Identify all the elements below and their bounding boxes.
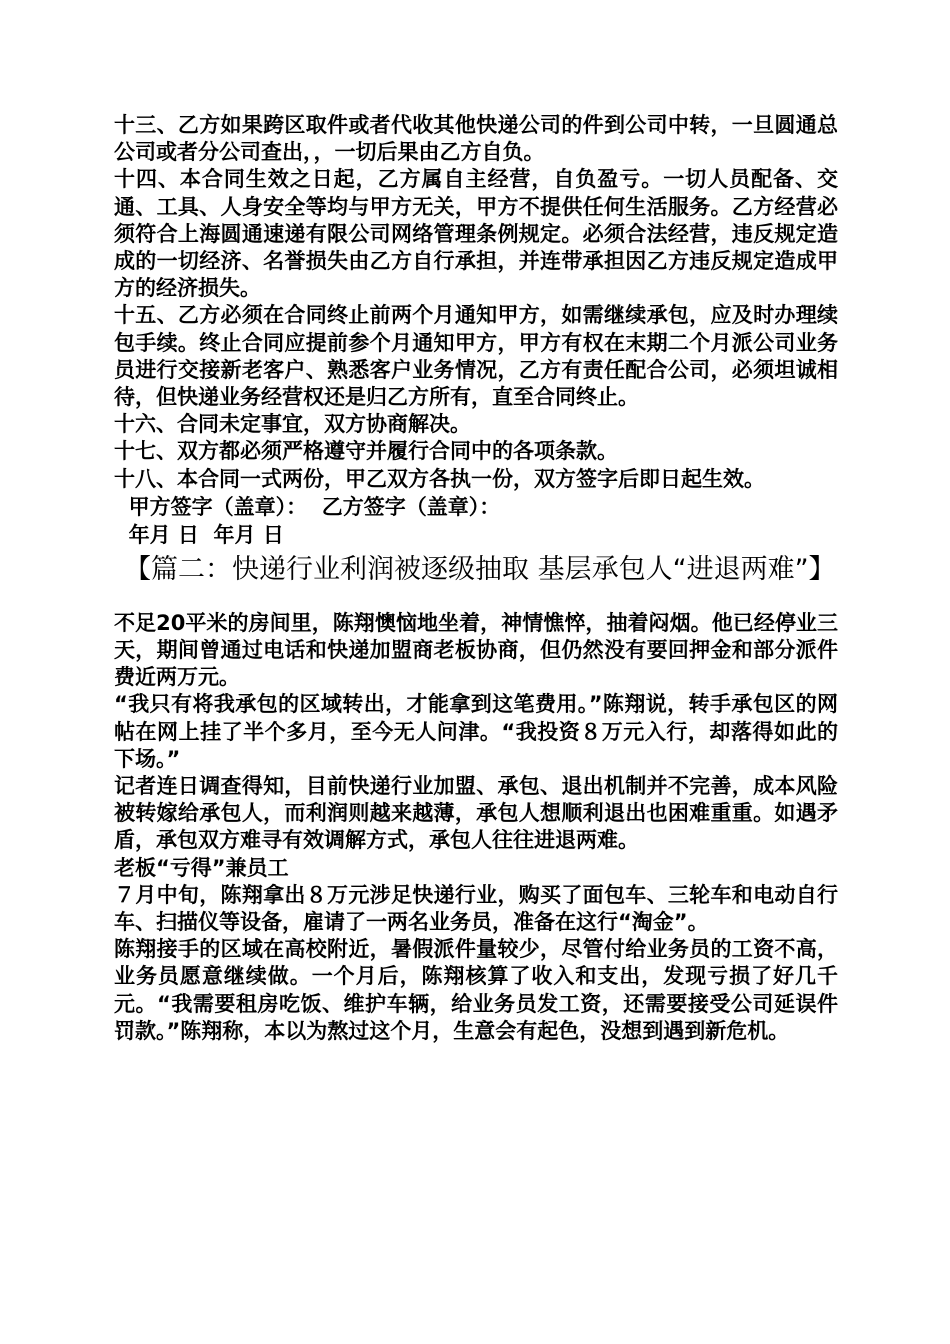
article-paragraph-4: ７月中旬，陈翔拿出８万元涉足快递行业，购买了面包车、三轮车和电动自行车、扫描仪等设备，雇请了一两名业务员，准备在这行“淘金”。 bbox=[114, 882, 838, 935]
clause-15: 十五、乙方必须在合同终止前两个月通知甲方，如需继续承包，应及时办理续包手续。终止合同应提前参个月通知甲方，甲方有权在末期二个月派公司业务员进行交接新老客户、熟悉客户业务情况，乙方有责任配合公司，必须坦诚相待，但快递业务经营权还是归乙方所有，直至合同终止。 bbox=[114, 303, 838, 410]
section-heading: 【篇二：快递行业利润被逐级抽取 基层承包人“进退两难”】 bbox=[124, 553, 836, 585]
clause-14: 十四、本合同生效之日起，乙方属自主经营，自负盈亏。一切人员配备、交通、工具、人身安全等均与甲方无关，甲方不提供任何生活服务。乙方经营必须符合上海圆通速递有限公司网络管理条例规定。必须合法经营，违反规定造成的一切经济、名誉损失由乙方自行承担，并连带承担因乙方违反规定造成甲方的经济损失。 bbox=[114, 167, 838, 301]
signature-line: 甲方签字（盖章）： 乙方签字（盖章）： bbox=[114, 494, 501, 519]
article-paragraph-1: 不足20平米的房间里，陈翔懊恼地坐着，神情憔悴，抽着闷烟。他已经停业三天，期间曾通过电话和快递加盟商老板协商，但仍然没有要回押金和部分派件费近两万元。 bbox=[114, 610, 838, 690]
article-paragraph-2: “我只有将我承包的区域转出，才能拿到这笔费用。”陈翔说，转手承包区的网帖在网上挂了半个多月，至今无人问津。“我投资８万元入行，却落得如此的下场。” bbox=[114, 692, 838, 771]
clause-13: 十三、乙方如果跨区取件或者代收其他快递公司的件到公司中转，一旦圆通总公司或者分公司查出，，一切后果由乙方自负。 bbox=[114, 113, 838, 165]
clause-17: 十七、双方都必须严格遵守并履行合同中的各项条款。 bbox=[114, 439, 618, 464]
clause-18: 十八、本合同一式两份，甲乙双方各执一份，双方签字后即日起生效。 bbox=[114, 466, 765, 491]
article-paragraph-5: 陈翔接手的区域在高校附近，暑假派件量较少，尽管付给业务员的工资不高，业务员愿意继续做。一个月后，陈翔核算了收入和支出，发现亏损了好几千元。“我需要租房吃饭、维护车辆，给业务员发工资，还需要接受公司延误件罚款。”陈翔称，本以为熬过这个月，生意会有起色，没想到遇到新危机。 bbox=[114, 937, 838, 1043]
article-paragraph-3: 记者连日调查得知，目前快递行业加盟、承包、退出机制并不完善，成本风险被转嫁给承包人，而利润则越来越薄，承包人想顺利退出也困难重重。如遇矛盾，承包双方难寻有效调解方式，承包人往往进退两难。 bbox=[114, 774, 838, 853]
article-subheading: 老板“亏得”兼员工 bbox=[114, 855, 289, 880]
document-page bbox=[114, 112, 838, 1045]
clause-16: 十六、合同未定事宜，双方协商解决。 bbox=[114, 412, 471, 437]
date-line: 年月 日 年月 日 bbox=[114, 522, 284, 547]
